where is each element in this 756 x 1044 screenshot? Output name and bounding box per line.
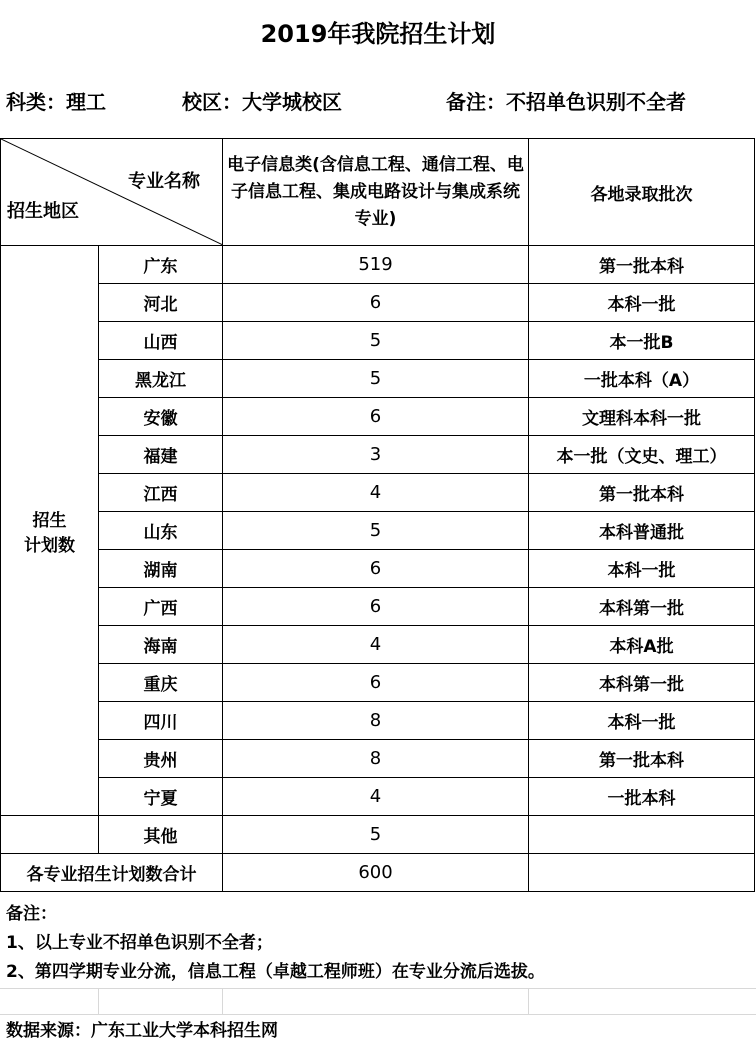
table-row bbox=[1, 740, 755, 778]
group-label-line-2: 计划数 bbox=[24, 535, 75, 556]
table-row bbox=[1, 626, 755, 664]
region-cell: 黑龙江 bbox=[99, 360, 223, 398]
count-cell: 8 bbox=[223, 740, 529, 778]
major-header bbox=[223, 139, 529, 246]
remark-label: 备注：不招单色识别不全者 bbox=[446, 90, 686, 114]
enrollment-table bbox=[0, 138, 755, 892]
grid-line bbox=[98, 988, 99, 1014]
table-row bbox=[1, 284, 755, 322]
other-region-cell: 其他 bbox=[99, 816, 223, 854]
table-row bbox=[1, 436, 755, 474]
batch-cell: 本科第一批 bbox=[529, 588, 755, 626]
table-row bbox=[1, 702, 755, 740]
region-cell: 重庆 bbox=[99, 664, 223, 702]
batch-cell: 一批本科 bbox=[529, 778, 755, 816]
corner-major-label: 专业名称 bbox=[128, 171, 200, 192]
batch-cell: 本科A批 bbox=[529, 626, 755, 664]
info-bar bbox=[0, 62, 756, 138]
region-cell: 湖南 bbox=[99, 550, 223, 588]
campus-label: 校区：大学城校区 bbox=[182, 90, 342, 114]
table-row bbox=[1, 664, 755, 702]
page-title: 2019年我院招生计划 bbox=[260, 19, 496, 48]
batch-cell: 本科普通批 bbox=[529, 512, 755, 550]
batch-cell: 本科一批 bbox=[529, 284, 755, 322]
notes-line-1: 1、以上专业不招单色识别不全者； bbox=[6, 933, 273, 953]
region-cell: 广东 bbox=[99, 246, 223, 284]
table-row bbox=[1, 778, 755, 816]
major-header-text: 电子信息类(含信息工程、通信工程、电子信息工程、集成电路设计与集成系统专业) bbox=[227, 154, 524, 229]
count-cell: 5 bbox=[223, 360, 529, 398]
batch-cell: 第一批本科 bbox=[529, 246, 755, 284]
table-row bbox=[1, 588, 755, 626]
count-cell: 8 bbox=[223, 702, 529, 740]
batch-cell: 第一批本科 bbox=[529, 474, 755, 512]
count-cell: 6 bbox=[223, 284, 529, 322]
category-label: 科类：理工 bbox=[6, 90, 106, 114]
table-row bbox=[1, 246, 755, 284]
table-row bbox=[1, 360, 755, 398]
grid-line bbox=[528, 988, 529, 1014]
empty-cell bbox=[1, 816, 99, 854]
count-cell: 4 bbox=[223, 626, 529, 664]
count-cell: 6 bbox=[223, 550, 529, 588]
region-cell: 江西 bbox=[99, 474, 223, 512]
table-row bbox=[1, 474, 755, 512]
table-row bbox=[1, 398, 755, 436]
batch-cell: 本一批（文史、理工） bbox=[529, 436, 755, 474]
data-source: 数据来源：广东工业大学本科招生网 bbox=[6, 1021, 278, 1041]
corner-region-label: 招生地区 bbox=[7, 201, 79, 222]
batch-cell: 第一批本科 bbox=[529, 740, 755, 778]
region-cell: 安徽 bbox=[99, 398, 223, 436]
region-cell: 四川 bbox=[99, 702, 223, 740]
batch-cell: 本科第一批 bbox=[529, 664, 755, 702]
count-cell: 6 bbox=[223, 398, 529, 436]
plan-count-group-label bbox=[1, 246, 99, 816]
region-cell: 山西 bbox=[99, 322, 223, 360]
batch-cell: 一批本科（A） bbox=[529, 360, 755, 398]
region-cell: 贵州 bbox=[99, 740, 223, 778]
total-row bbox=[1, 854, 755, 892]
region-cell: 宁夏 bbox=[99, 778, 223, 816]
count-cell: 6 bbox=[223, 664, 529, 702]
count-cell: 5 bbox=[223, 322, 529, 360]
region-cell: 河北 bbox=[99, 284, 223, 322]
grid-line bbox=[0, 1014, 756, 1015]
other-count-cell: 5 bbox=[223, 816, 529, 854]
batch-cell: 本科一批 bbox=[529, 702, 755, 740]
total-label-cell: 各专业招生计划数合计 bbox=[1, 854, 223, 892]
batch-cell: 本一批B bbox=[529, 322, 755, 360]
region-cell: 山东 bbox=[99, 512, 223, 550]
region-cell: 广西 bbox=[99, 588, 223, 626]
batch-cell: 文理科本科一批 bbox=[529, 398, 755, 436]
empty-cell bbox=[529, 816, 755, 854]
count-cell: 4 bbox=[223, 778, 529, 816]
corner-cell bbox=[1, 139, 223, 246]
table-row bbox=[1, 550, 755, 588]
region-cell: 海南 bbox=[99, 626, 223, 664]
notes-heading: 备注： bbox=[6, 904, 57, 924]
count-cell: 6 bbox=[223, 588, 529, 626]
total-count-cell: 600 bbox=[223, 854, 529, 892]
table-row bbox=[1, 512, 755, 550]
region-cell: 福建 bbox=[99, 436, 223, 474]
count-cell: 3 bbox=[223, 436, 529, 474]
notes bbox=[6, 900, 751, 987]
count-cell: 519 bbox=[223, 246, 529, 284]
notes-line-2: 2、第四学期专业分流，信息工程（卓越工程师班）在专业分流后选拔。 bbox=[6, 962, 545, 982]
header-row bbox=[1, 139, 755, 246]
grid-line bbox=[0, 988, 756, 989]
empty-cell bbox=[529, 854, 755, 892]
other-row bbox=[1, 816, 755, 854]
table-row bbox=[1, 322, 755, 360]
count-cell: 5 bbox=[223, 512, 529, 550]
count-cell: 4 bbox=[223, 474, 529, 512]
batch-cell: 本科一批 bbox=[529, 550, 755, 588]
grid-line bbox=[222, 988, 223, 1014]
group-label-line-1: 招生 bbox=[32, 510, 67, 531]
batch-header: 各地录取批次 bbox=[529, 139, 755, 246]
